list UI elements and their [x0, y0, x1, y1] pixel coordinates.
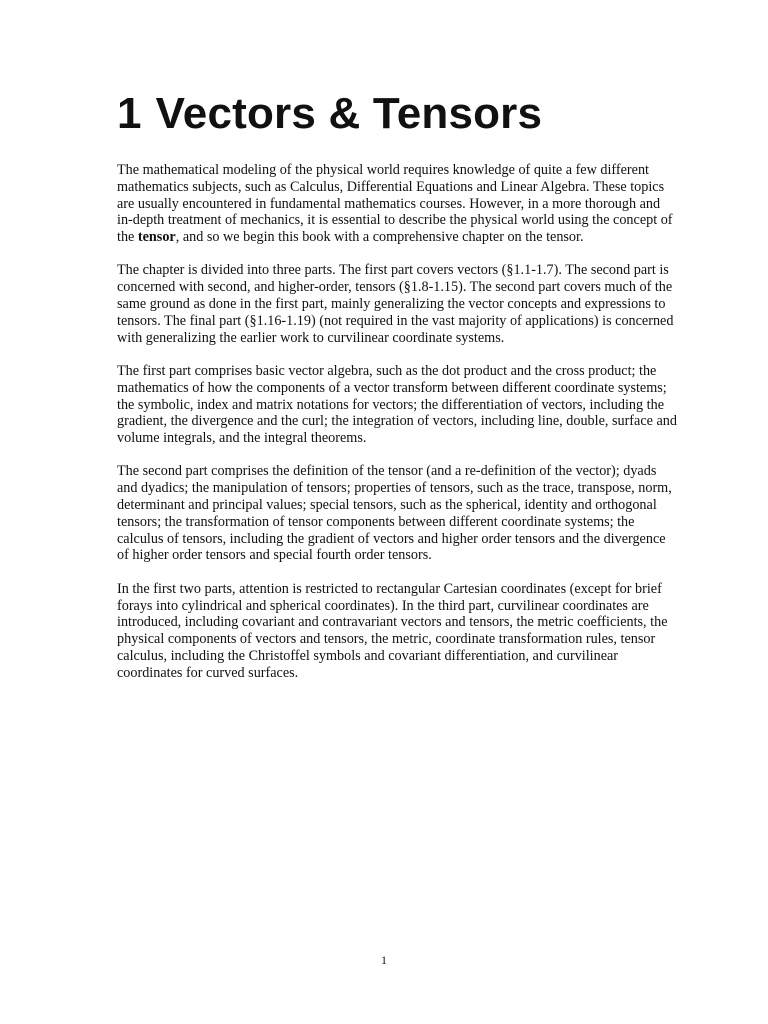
paragraph-second-part: The second part comprises the definition of the tensor (and a re-definition of the vector); dyads and dyadics; the manipulation of tensors; properties of tensors, such as the trace, transpose, norm, determinant and principal values; special tensors, such as the spherical, identity and orthogonal tensors; the transformation of tensor components between different coordinate systems; the calculus of tensors, including the gradient of vectors and higher order tensors and the divergence of higher order tensors and special fourth order tensors.	[117, 463, 672, 564]
chapter-title-text: Vectors & Tensors	[155, 89, 543, 138]
paragraph-intro-before: The mathematical modeling of the physical world requires knowledge of quite a few different mathematics subjects, such as Calculus, Differential Equations and Linear Algebra. These topics are usually encountered in fundamental mathematics courses. However, in a more thorough and in-depth treatment of mechanics, it is essential to describe the physical world using the concept of the	[117, 162, 673, 246]
keyword-tensor: tensor	[137, 229, 176, 246]
chapter-number: 1	[117, 89, 142, 138]
paragraph-first-part: The first part comprises basic vector algebra, such as the dot product and the cross product; the mathematics of how the components of a vector transform between different coordinate systems; the symbolic, index and matrix notations for vectors; the differentiation of vectors, including the gradient, the divergence and the curl; the integration of vectors, including line, double, surface and volume integrals, and the integral theorems.	[117, 362, 677, 447]
chapter-body	[117, 162, 677, 698]
paragraph-intro-after: , and so we begin this book with a comprehensive chapter on the tensor.	[175, 229, 584, 246]
chapter-title	[117, 86, 542, 142]
paragraph-chapter-structure: The chapter is divided into three parts. The first part covers vectors (§1.1-1.7). The second part is concerned with second, and higher-order, tensors (§1.8-1.15). The second part covers much of the same ground as done in the first part, mainly generalizing the vector concepts and expressions to tensors. The final part (§1.16-1.19) (not required in the vast majority of applications) is concerned with generalizing the earlier work to curvilinear coordinate systems.	[117, 262, 674, 346]
paragraph-coordinates: In the first two parts, attention is restricted to rectangular Cartesian coordinates (except for brief forays into cylindrical and spherical coordinates). In the third part, curvilinear coordinates are introduced, including covariant and contravariant vectors and tensors, the metric coefficients, the physical components of vectors and tensors, the metric, coordinate transformation rules, tensor calculus, including the Christoffel symbols and covariant differentiation, and curvilinear coordinates for curved surfaces.	[117, 580, 668, 681]
page-number: 1	[381, 953, 387, 967]
paragraph-intro	[117, 162, 677, 246]
